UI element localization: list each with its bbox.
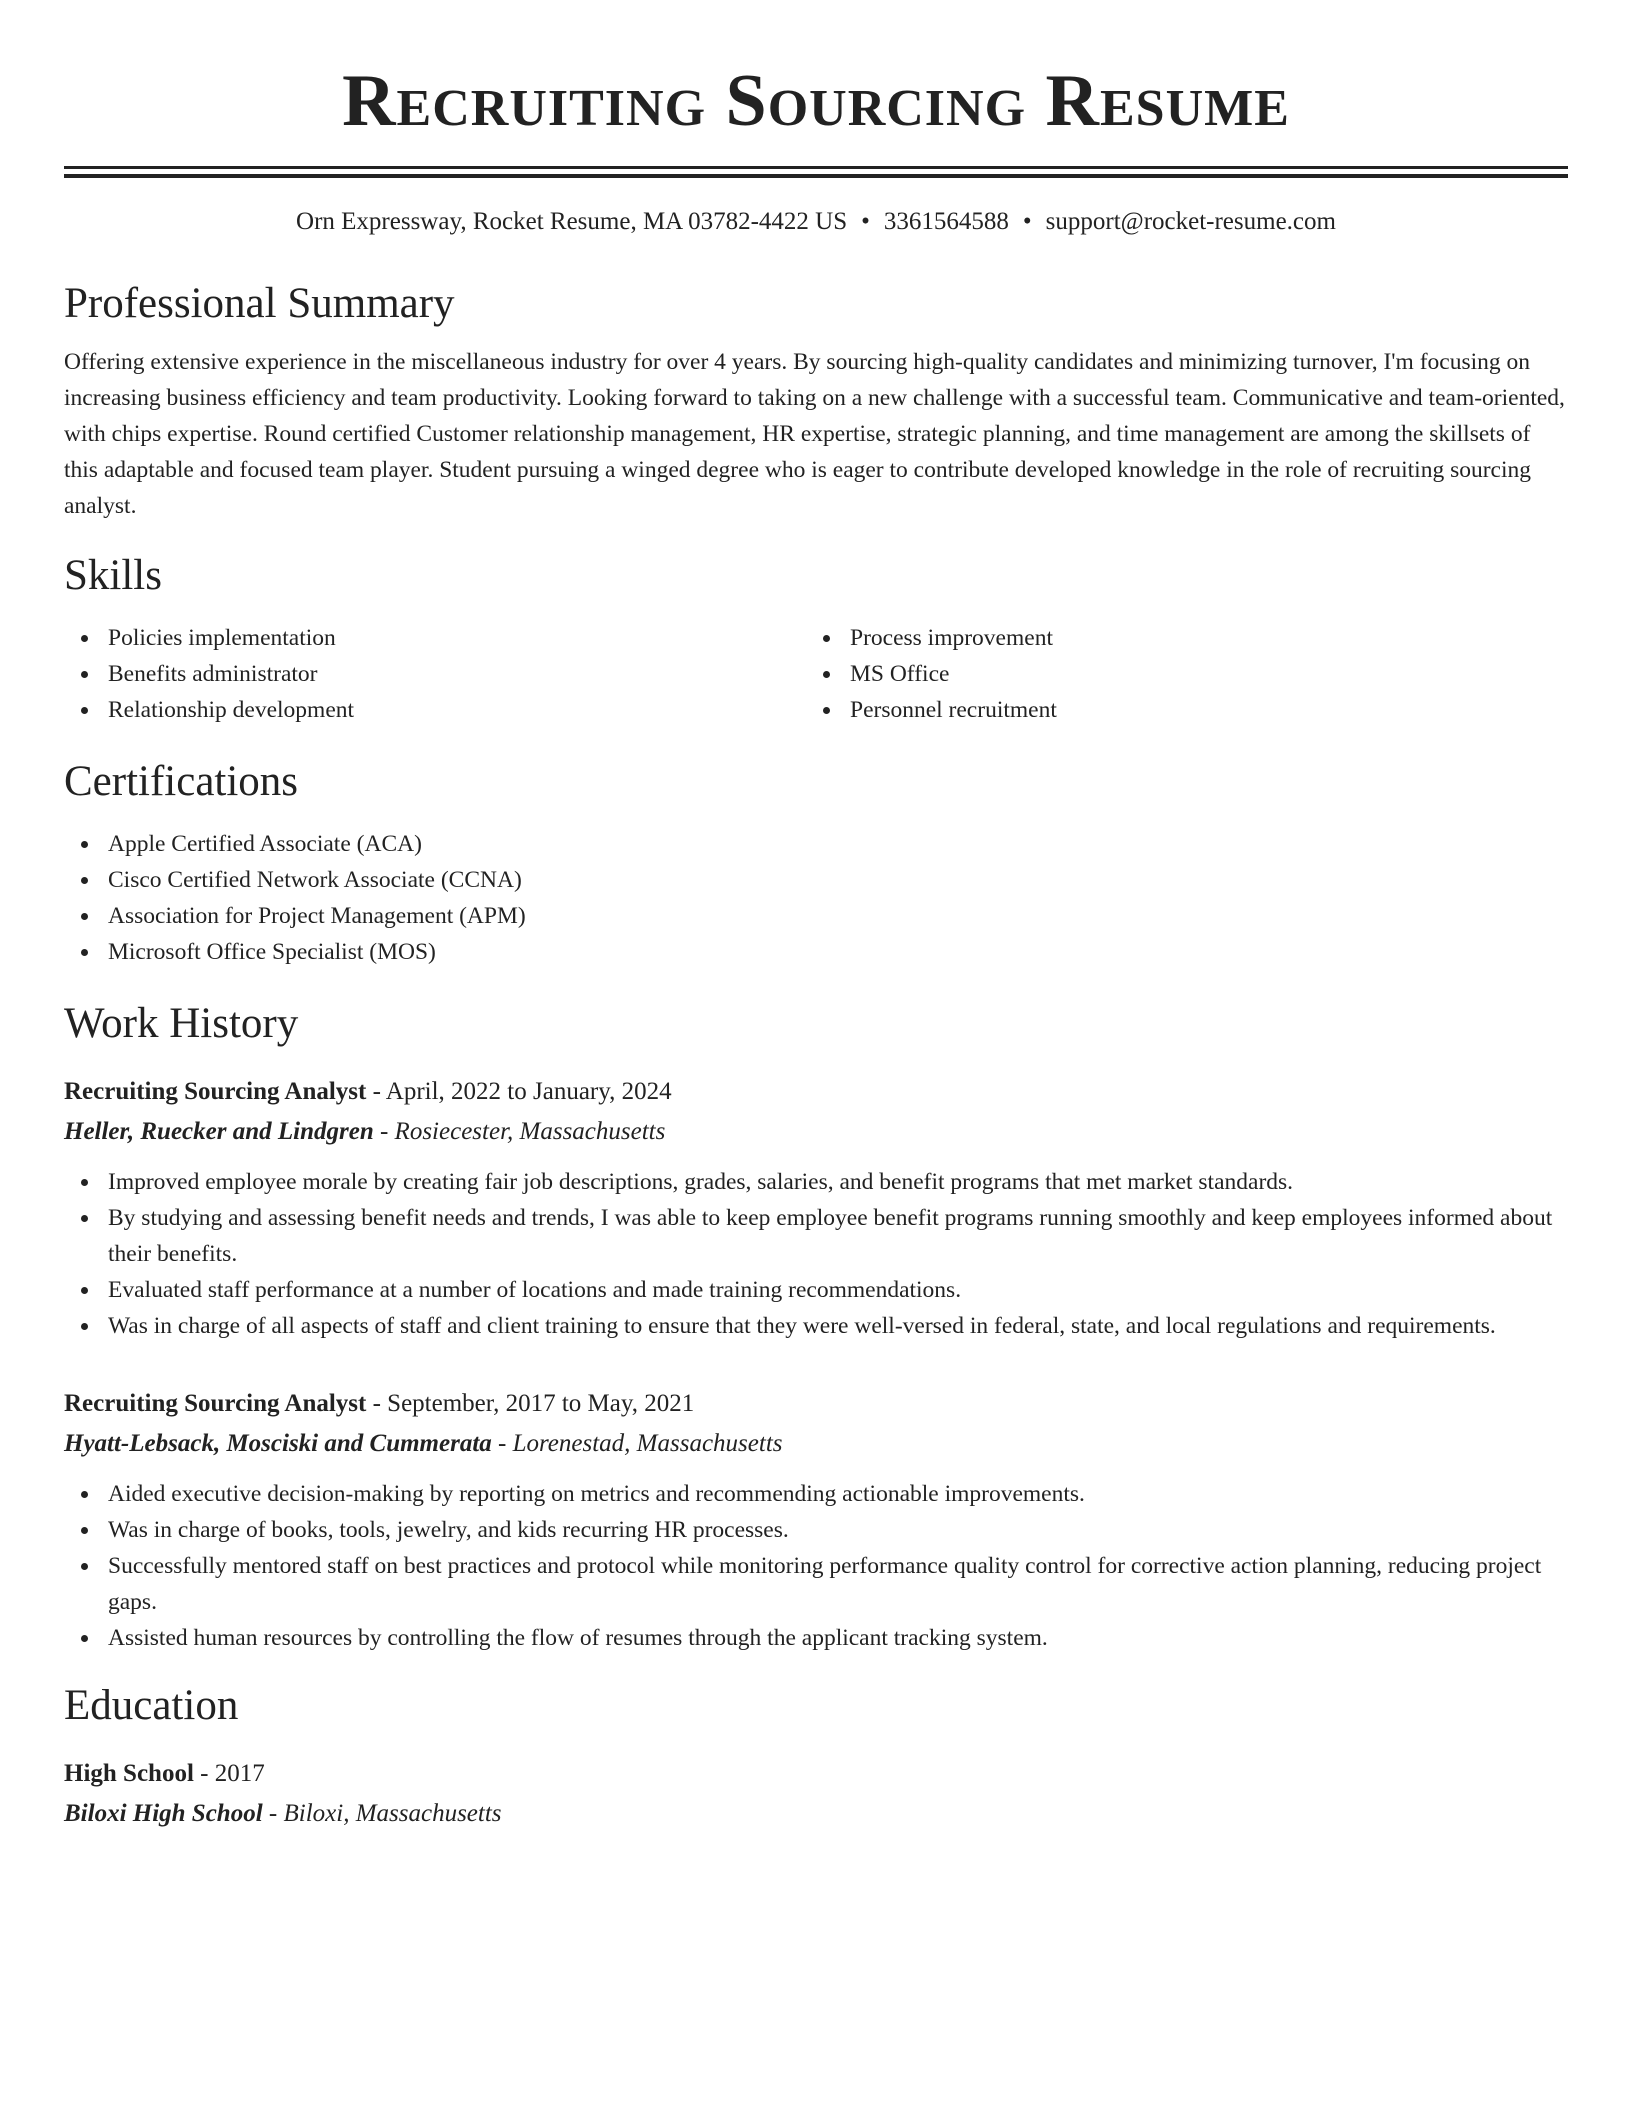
job-bullets — [64, 1164, 1568, 1344]
education-year: - 2017 — [200, 1760, 265, 1787]
job-dates: - September, 2017 to May, 2021 — [372, 1390, 695, 1417]
resume-title: Recruiting Sourcing Resume — [342, 60, 1290, 142]
certification-item: Apple Certified Associate (ACA) — [108, 826, 1568, 862]
certifications-heading: Certifications — [64, 758, 299, 805]
job-bullet: Assisted human resources by controlling the flow of resumes through the applicant tracking system. — [108, 1620, 1568, 1656]
contact-email: support@rocket-resume.com — [1045, 208, 1336, 235]
job-bullet: Improved employee morale by creating fair job descriptions, grades, salaries, and benefit programs that met market standards. — [108, 1164, 1568, 1200]
contact-line — [64, 206, 1568, 238]
skill-item: Benefits administrator — [108, 656, 806, 692]
job-entry — [64, 1072, 1568, 1344]
work-history-heading: Work History — [64, 1000, 299, 1047]
education-section — [64, 1680, 1568, 1834]
job-title-line — [64, 1072, 1568, 1112]
job-bullets — [64, 1476, 1568, 1656]
education-entry — [64, 1754, 1568, 1834]
skills-left-list — [64, 620, 806, 728]
work-history-section — [64, 998, 1568, 1656]
skills-heading: Skills — [64, 552, 162, 599]
job-bullet: By studying and assessing benefit needs and trends, I was able to keep employee benefit programs running smoothly and keep employees informed about their benefits. — [108, 1200, 1568, 1272]
summary-heading: Professional Summary — [64, 280, 455, 327]
education-location: - Biloxi, Massachusetts — [268, 1800, 502, 1827]
certification-item: Microsoft Office Specialist (MOS) — [108, 934, 1568, 970]
title-rule-bottom — [64, 174, 1568, 178]
job-company: Hyatt-Lebsack, Mosciski and Cummerata — [64, 1430, 492, 1457]
job-company-line — [64, 1112, 1568, 1152]
job-title: Recruiting Sourcing Analyst — [64, 1390, 367, 1417]
job-company: Heller, Ruecker and Lindgren — [64, 1118, 374, 1145]
skill-item: MS Office — [850, 656, 1548, 692]
certification-item: Cisco Certified Network Associate (CCNA) — [108, 862, 1568, 898]
skills-columns — [64, 620, 1568, 728]
education-school: Biloxi High School — [64, 1800, 263, 1827]
job-title-line — [64, 1384, 1568, 1424]
job-dates: - April, 2022 to January, 2024 — [372, 1078, 672, 1105]
job-title: Recruiting Sourcing Analyst — [64, 1078, 367, 1105]
summary-section — [64, 278, 1568, 524]
title-rule-top — [64, 166, 1568, 169]
job-location: - Lorenestad, Massachusetts — [498, 1430, 783, 1457]
summary-text: Offering extensive experience in the miscellaneous industry for over 4 years. By sourcing high-quality candidates and minimizing turnover, I'm focusing on increasing business efficiency and team productivity. Looking forward to taking on a new challenge with a successful team. Communicative and team-oriented, with chips expertise. Round certified Customer relationship management, HR expertise, strategic planning, and time management are among the skillsets of this adaptable and focused team player. Student pursuing a winged degree who is eager to contribute developed knowledge in the role of recruiting sourcing analyst. — [64, 349, 1565, 519]
skill-item: Relationship development — [108, 692, 806, 728]
job-entry — [64, 1384, 1568, 1656]
skill-item: Policies implementation — [108, 620, 806, 656]
contact-phone: 3361564588 — [883, 208, 1009, 235]
job-location: - Rosiecester, Massachusetts — [379, 1118, 666, 1145]
contact-separator: • — [861, 208, 870, 235]
job-bullet: Evaluated staff performance at a number of locations and made training recommendations. — [108, 1272, 1568, 1308]
job-bullet: Was in charge of books, tools, jewelry, and kids recurring HR processes. — [108, 1512, 1568, 1548]
certification-item: Association for Project Management (APM) — [108, 898, 1568, 934]
job-bullet: Was in charge of all aspects of staff and client training to ensure that they were well-versed in federal, state, and local regulations and requirements. — [108, 1308, 1568, 1344]
certifications-section — [64, 756, 1568, 970]
skills-right-list — [806, 620, 1548, 728]
education-degree: High School — [64, 1760, 194, 1787]
job-bullet: Successfully mentored staff on best practices and protocol while monitoring performance quality control for corrective action planning, reducing project gaps. — [108, 1548, 1568, 1620]
certifications-list — [64, 826, 1568, 970]
contact-address: Orn Expressway, Rocket Resume, MA 03782-4422 US — [296, 208, 848, 235]
education-school-line — [64, 1794, 1568, 1834]
job-bullet: Aided executive decision-making by reporting on metrics and recommending actionable improvements. — [108, 1476, 1568, 1512]
education-heading: Education — [64, 1682, 239, 1729]
contact-separator: • — [1022, 208, 1032, 235]
education-degree-line — [64, 1754, 1568, 1794]
skills-section — [64, 550, 1568, 728]
job-company-line — [64, 1424, 1568, 1464]
skills-left-column — [64, 620, 806, 728]
skill-item: Personnel recruitment — [850, 692, 1548, 728]
skill-item: Process improvement — [850, 620, 1548, 656]
skills-right-column — [806, 620, 1548, 728]
